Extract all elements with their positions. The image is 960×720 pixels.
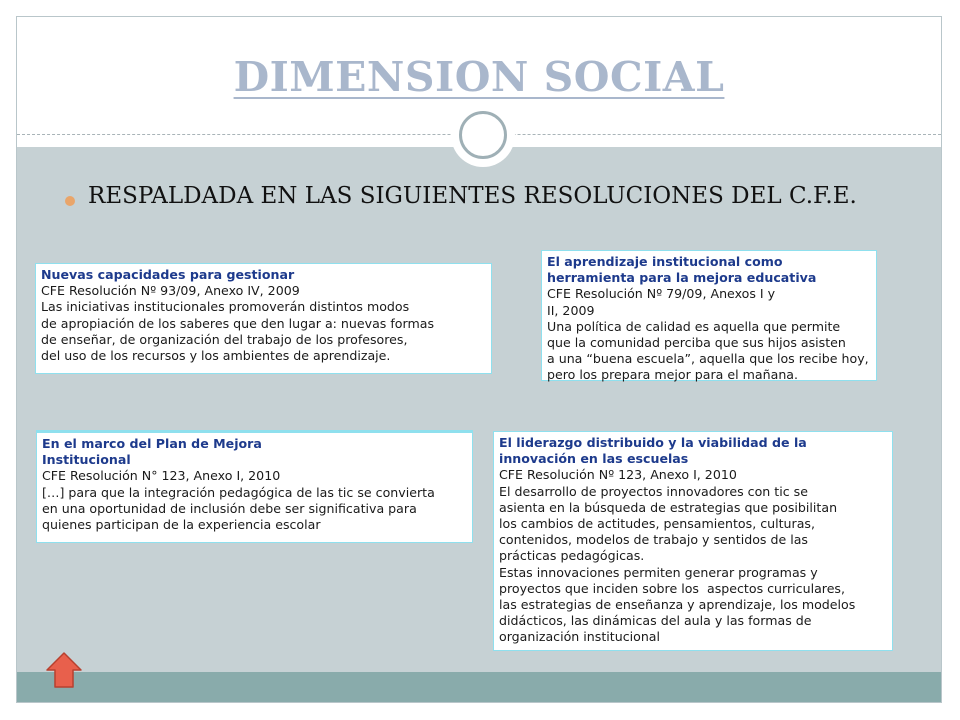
box-body-line: de apropiación de los saberes que den lugar a: nuevas formas [41, 315, 435, 331]
box-body-line: Una política de calidad es aquella que permite [547, 318, 841, 334]
box-heading-line: Nuevas capacidades para gestionar [41, 267, 295, 282]
box-body-line: didácticos, las dinámicas del aula y las formas de [499, 613, 812, 629]
box-heading-line: En el marco del Plan de Mejora [42, 436, 262, 451]
box-body-line: […] para que la integración pedagógica de las tic se convierta [42, 484, 435, 500]
box-heading-line: El liderazgo distribuido y la viabilidad de la [499, 435, 807, 450]
box-body [41, 283, 486, 364]
box-heading [499, 435, 887, 467]
home-button[interactable] [45, 651, 83, 689]
resolution-box-plan-de-mejora [36, 430, 473, 543]
box-body-line: El desarrollo de proyectos innovadores con tic se [499, 483, 808, 499]
box-heading-line: Institucional [42, 452, 131, 468]
resolution-box-nuevas-capacidades [35, 263, 492, 374]
box-body-line: asienta en la búsqueda de estrategias que posibilitan [499, 499, 838, 515]
divider-circle-icon [459, 111, 507, 159]
box-heading-line: herramienta para la mejora educativa [547, 270, 817, 286]
box-body-line: organización institucional [499, 629, 661, 645]
box-body [547, 286, 871, 383]
box-body-line: CFE Resolución Nº 123, Anexo I, 2010 [499, 467, 737, 483]
box-body-line: prácticas pedagógicas. [499, 548, 645, 564]
box-body-line: contenidos, modelos de trabajo y sentidos de las [499, 532, 808, 548]
box-body-line: II, 2009 [547, 302, 595, 318]
box-heading [41, 267, 486, 283]
box-body-line: las estrategias de enseñanza y aprendizaje, los modelos [499, 597, 856, 613]
box-body-line: Las iniciativas institucionales promoverán distintos modos [41, 299, 410, 315]
resolution-box-aprendizaje-institucional [541, 250, 877, 381]
box-body [499, 467, 887, 645]
box-body-line: en una oportunidad de inclusión debe ser significativa para [42, 500, 417, 516]
box-body-line: CFE Resolución Nº 79/09, Anexos I y [547, 286, 776, 302]
box-heading-line: El aprendizaje institucional como [547, 254, 783, 269]
bullet-text: RESPALDADA EN LAS SIGUIENTES RESOLUCIONES DEL C.F.E. [88, 183, 857, 209]
box-body-line: proyectos que inciden sobre los aspectos curriculares, [499, 580, 846, 596]
box-body-line: CFE Resolución N° 123, Anexo I, 2010 [42, 468, 281, 484]
box-body [42, 468, 467, 533]
box-body-line: a una “buena escuela”, aquella que los recibe hoy, [547, 351, 869, 367]
box-body-line: del uso de los recursos y los ambientes de aprendizaje. [41, 348, 391, 364]
home-arrow-icon [45, 651, 83, 689]
box-body-line: pero los prepara mejor para el mañana. [547, 367, 799, 383]
box-heading-line: innovación en las escuelas [499, 451, 689, 467]
footer-bar [17, 672, 941, 703]
box-heading [547, 254, 871, 286]
box-body-line: Estas innovaciones permiten generar programas y [499, 564, 818, 580]
box-body-line: CFE Resolución Nº 93/09, Anexo IV, 2009 [41, 283, 300, 299]
box-body-line: quienes participan de la experiencia escolar [42, 517, 321, 533]
bullet-dot-icon [65, 196, 75, 206]
resolution-box-liderazgo-distribuido [493, 431, 893, 651]
slide [16, 16, 942, 703]
box-body-line: los cambios de actitudes, pensamientos, culturas, [499, 516, 815, 532]
box-body-line: que la comunidad perciba que sus hijos asisten [547, 335, 846, 351]
box-body-line: de enseñar, de organización del trabajo de los profesores, [41, 331, 408, 347]
slide-title: DIMENSION SOCIAL [233, 53, 725, 101]
box-heading [42, 436, 467, 468]
